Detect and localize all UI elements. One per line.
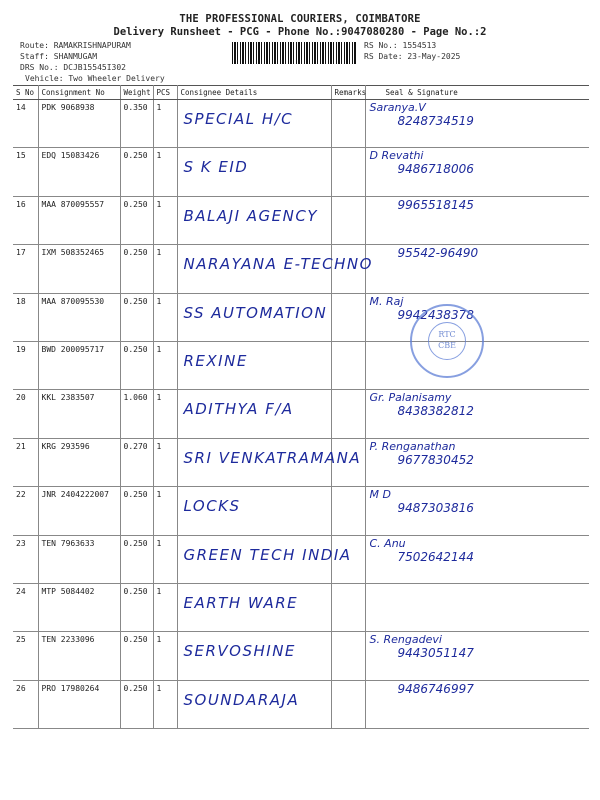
signature-name: C. Anu: [369, 536, 406, 550]
cell-consignee: EARTH WARE: [177, 583, 331, 631]
cell-signature: [365, 390, 589, 438]
signature-phone: 8438382812: [397, 404, 474, 419]
cell-consignment-no: TEN 2233096: [38, 632, 120, 680]
cell-consignee: SS AUTOMATION: [177, 293, 331, 341]
cell-remarks: [331, 293, 365, 341]
signature-name: M D: [369, 488, 391, 502]
cell-remarks: [331, 487, 365, 535]
route-label: Route: RAMAKRISHNAPURAM: [20, 41, 131, 50]
col-weight: Weight: [120, 86, 153, 100]
cell-weight: 0.250: [120, 535, 153, 583]
table-row: [13, 583, 589, 631]
cell-signature: [365, 196, 589, 244]
table-row: [13, 438, 589, 486]
cell-remarks: [331, 196, 365, 244]
cell-pcs: 1: [153, 245, 177, 293]
cell-weight: 0.250: [120, 196, 153, 244]
cell-sno: 20: [13, 390, 38, 438]
runsheet-title: Delivery Runsheet - PCG - Phone No.:9047080280 - Page No.:2: [113, 26, 487, 38]
barcode: [232, 42, 356, 64]
signature-phone: 7502642144: [397, 549, 474, 564]
signature-name: M. Raj: [369, 294, 404, 308]
drs-number: DRS No.: DCJB15545I302: [20, 63, 126, 72]
cell-consignee: BALAJI AGENCY: [177, 196, 331, 244]
cell-remarks: [331, 390, 365, 438]
col-seal-signature: Seal & Signature: [365, 86, 589, 100]
company-name: THE PROFESSIONAL COURIERS, COIMBATORE: [179, 13, 421, 25]
cell-weight: 0.250: [120, 148, 153, 196]
cell-pcs: 1: [153, 632, 177, 680]
col-consignment: Consignment No: [38, 86, 120, 100]
cell-sno: 21: [13, 438, 38, 486]
cell-consignment-no: MTP 5084402: [38, 583, 120, 631]
cell-pcs: 1: [153, 583, 177, 631]
cell-signature: [365, 148, 589, 196]
signature-phone: 9487303816: [397, 501, 474, 516]
table-row: [13, 100, 589, 148]
rs-number: RS No.: 1554513: [364, 41, 437, 50]
cell-weight: 1.060: [120, 390, 153, 438]
cell-consignment-no: KRG 293596: [38, 438, 120, 486]
table-row: [13, 390, 589, 438]
col-sno: S No: [13, 86, 38, 100]
cell-signature: [365, 100, 589, 148]
cell-consignee: SRI VENKATRAMANA: [177, 438, 331, 486]
cell-remarks: [331, 632, 365, 680]
runsheet-table: [13, 85, 589, 729]
signature-phone: 95542-96490: [397, 246, 479, 261]
table-row: [13, 148, 589, 196]
cell-signature: [365, 680, 589, 728]
signature-phone: 9443051147: [397, 646, 474, 661]
stamp-line-2: CBE: [438, 341, 456, 350]
signature-phone: 8248734519: [397, 114, 474, 128]
cell-consignment-no: MAA 870095557: [38, 196, 120, 244]
cell-pcs: 1: [153, 487, 177, 535]
cell-consignee: SOUNDARAJA: [177, 680, 331, 728]
rs-date: RS Date: 23-May-2025: [364, 52, 461, 61]
signature-phone: 9486718006: [397, 162, 474, 177]
cell-pcs: 1: [153, 390, 177, 438]
cell-remarks: [331, 148, 365, 196]
cell-sno: 18: [13, 293, 38, 341]
vehicle-label: Vehicle: Two Wheeler Delivery: [25, 74, 165, 83]
signature-phone: 9677830452: [397, 452, 474, 467]
cell-signature: [365, 535, 589, 583]
cell-pcs: 1: [153, 100, 177, 148]
table-row: [13, 341, 589, 389]
cell-consignee: SPECIAL H/C: [177, 100, 331, 148]
stamp-line-1: RTC: [438, 330, 456, 339]
table-header-row: [13, 86, 589, 100]
col-pcs: PCS: [153, 86, 177, 100]
cell-sno: 19: [13, 341, 38, 389]
cell-sno: 24: [13, 583, 38, 631]
cell-consignee: REXINE: [177, 341, 331, 389]
table-row: [13, 487, 589, 535]
cell-consignment-no: EDQ 15083426: [38, 148, 120, 196]
cell-consignment-no: IXM 508352465: [38, 245, 120, 293]
cell-consignment-no: BWD 200095717: [38, 341, 120, 389]
cell-sno: 15: [13, 148, 38, 196]
cell-signature: [365, 583, 589, 631]
cell-pcs: 1: [153, 148, 177, 196]
cell-remarks: [331, 680, 365, 728]
cell-signature: [365, 245, 589, 293]
cell-consignee: S K EID: [177, 148, 331, 196]
signature-name: P. Renganathan: [369, 439, 456, 453]
cell-sno: 25: [13, 632, 38, 680]
cell-sno: 26: [13, 680, 38, 728]
cell-consignee: SERVOSHINE: [177, 632, 331, 680]
cell-consignee: LOCKS: [177, 487, 331, 535]
cell-weight: 0.250: [120, 632, 153, 680]
cell-consignment-no: PDK 9068938: [38, 100, 120, 148]
cell-signature: [365, 438, 589, 486]
cell-weight: 0.250: [120, 583, 153, 631]
cell-signature: [365, 487, 589, 535]
cell-consignment-no: TEN 7963633: [38, 535, 120, 583]
cell-sno: 23: [13, 535, 38, 583]
table-row: [13, 245, 589, 293]
cell-consignment-no: MAA 870095530: [38, 293, 120, 341]
table-row: [13, 535, 589, 583]
signature-name: S. Rengadevi: [369, 633, 442, 647]
cell-sno: 16: [13, 196, 38, 244]
signature-name: D Revathi: [369, 149, 424, 163]
cell-sno: 17: [13, 245, 38, 293]
cell-consignee: NARAYANA E-TECHNO: [177, 245, 331, 293]
cell-weight: 0.250: [120, 245, 153, 293]
staff-label: Staff: SHANMUGAM: [20, 52, 98, 61]
cell-remarks: [331, 583, 365, 631]
cell-sno: 14: [13, 100, 38, 148]
cell-signature: [365, 632, 589, 680]
cell-consignment-no: JNR 2404222007: [38, 487, 120, 535]
cell-consignee: GREEN TECH INDIA: [177, 535, 331, 583]
signature-phone: 9942438378: [397, 307, 474, 322]
cell-weight: 0.250: [120, 680, 153, 728]
signature-phone: 9965518145: [397, 197, 474, 212]
signature-name: Saranya.V: [369, 101, 426, 114]
cell-weight: 0.270: [120, 438, 153, 486]
cell-weight: 0.250: [120, 341, 153, 389]
table-row: [13, 196, 589, 244]
cell-remarks: [331, 341, 365, 389]
cell-remarks: [331, 100, 365, 148]
cell-weight: 0.350: [120, 100, 153, 148]
cell-pcs: 1: [153, 438, 177, 486]
table-row: [13, 293, 589, 341]
cell-pcs: 1: [153, 680, 177, 728]
signature-name: Gr. Palanisamy: [369, 391, 452, 405]
cell-pcs: 1: [153, 535, 177, 583]
table-row: [13, 632, 589, 680]
cell-weight: 0.250: [120, 487, 153, 535]
col-remarks: Remarks: [331, 86, 365, 100]
cell-weight: 0.250: [120, 293, 153, 341]
cell-consignment-no: PRO 17980264: [38, 680, 120, 728]
cell-consignment-no: KKL 2383507: [38, 390, 120, 438]
signature-phone: 9486746997: [397, 681, 474, 696]
company-seal-stamp: [410, 304, 484, 378]
col-consignee: Consignee Details: [177, 86, 331, 100]
cell-sno: 22: [13, 487, 38, 535]
cell-pcs: 1: [153, 341, 177, 389]
table-row: [13, 680, 589, 728]
cell-pcs: 1: [153, 196, 177, 244]
cell-consignee: ADITHYA F/A: [177, 390, 331, 438]
cell-pcs: 1: [153, 293, 177, 341]
